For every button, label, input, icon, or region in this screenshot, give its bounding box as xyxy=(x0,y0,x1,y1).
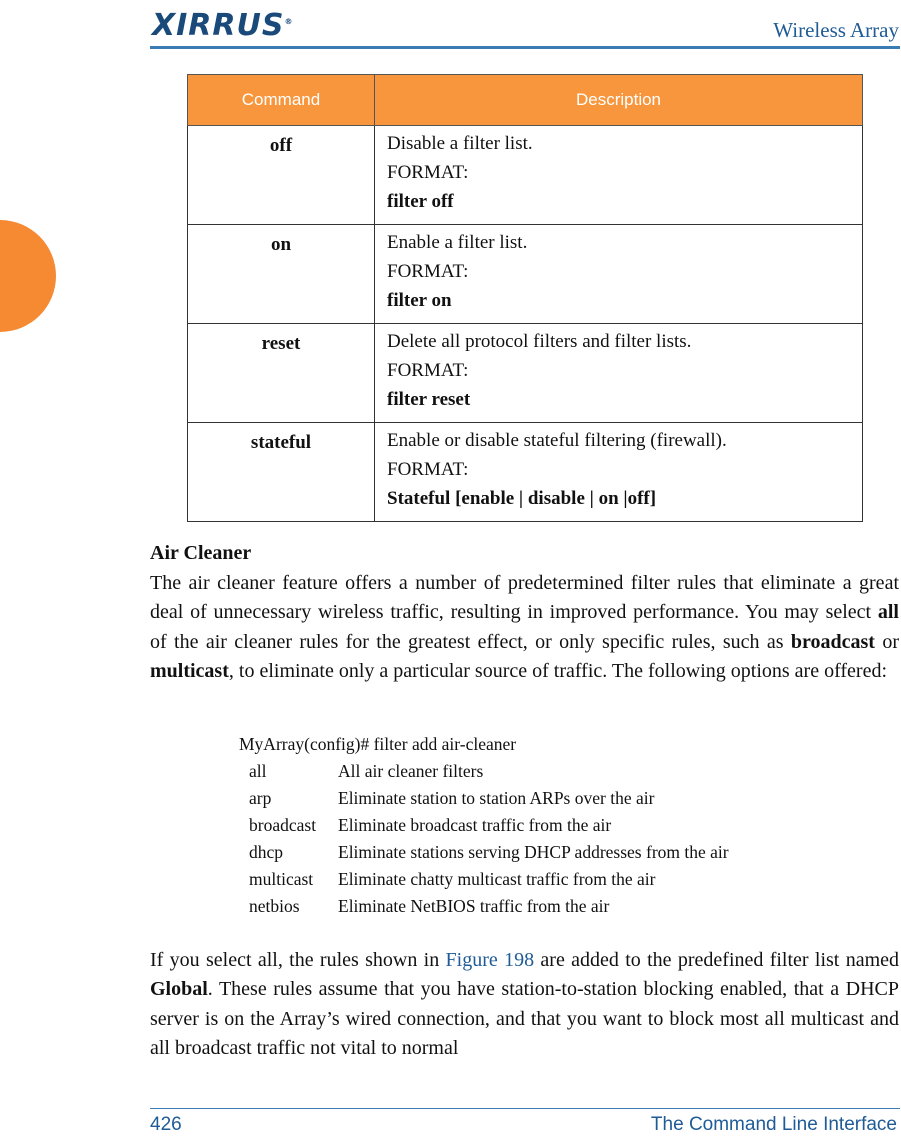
description-text: Disable a filter list. xyxy=(387,133,533,154)
command-cell: stateful xyxy=(188,423,375,522)
description-cell xyxy=(375,423,863,522)
format-syntax: Stateful [enable | disable | on |off] xyxy=(387,488,657,509)
option-key: dhcp xyxy=(249,842,284,862)
option-desc: Eliminate stations serving DHCP addresses from the air xyxy=(338,842,729,862)
code-prompt: MyArray(config)# filter add air-cleaner xyxy=(239,734,517,754)
header-rule xyxy=(150,46,900,49)
column-header-command: Command xyxy=(188,75,375,126)
option-row xyxy=(239,758,729,785)
command-cell: off xyxy=(188,126,375,225)
description-text: Enable or disable stateful filtering (firewall). xyxy=(387,430,727,451)
option-desc: Eliminate broadcast traffic from the air xyxy=(338,815,612,835)
option-desc: Eliminate chatty multicast traffic from the air xyxy=(338,869,656,889)
xirrus-logo: XIRRUS® xyxy=(152,8,294,43)
option-row xyxy=(239,785,729,812)
format-label: FORMAT: xyxy=(387,360,469,381)
table-row xyxy=(188,324,863,423)
option-row xyxy=(239,812,729,839)
option-key: broadcast xyxy=(249,815,317,835)
command-cell: reset xyxy=(188,324,375,423)
option-row xyxy=(239,893,729,920)
body-paragraph: If you select all, the rules shown in Figure 198 are added to the predefined filter list named Global. These rules assume that you have station-to-station blocking enabled, that a DHCP server is on the Array’s wired connection, and that you want to block most all multicast and all broadcast traffic not vital to normal xyxy=(150,949,900,1060)
figure-link[interactable]: Figure 198 xyxy=(445,949,535,971)
code-example xyxy=(239,731,729,920)
option-row xyxy=(239,839,729,866)
format-label: FORMAT: xyxy=(387,261,469,282)
format-label: FORMAT: xyxy=(387,162,469,183)
table-header-row xyxy=(188,75,863,126)
chapter-title: The Command Line Interface xyxy=(650,1114,897,1135)
format-syntax: filter reset xyxy=(387,389,471,410)
option-desc: Eliminate station to station ARPs over the air xyxy=(338,788,655,808)
command-cell: on xyxy=(188,225,375,324)
command-table xyxy=(187,74,863,522)
option-desc: Eliminate NetBIOS traffic from the air xyxy=(338,896,610,916)
description-cell xyxy=(375,225,863,324)
page-number: 426 xyxy=(150,1114,182,1135)
format-label: FORMAT: xyxy=(387,459,469,480)
description-text: Enable a filter list. xyxy=(387,232,528,253)
table-row xyxy=(188,423,863,522)
column-header-description: Description xyxy=(375,75,863,126)
footer-rule xyxy=(150,1108,900,1109)
description-cell xyxy=(375,126,863,225)
running-title: Wireless Array xyxy=(773,18,899,42)
format-syntax: filter off xyxy=(387,191,454,212)
table-row xyxy=(188,126,863,225)
option-key: netbios xyxy=(249,896,300,916)
chapter-tab-marker xyxy=(0,220,56,332)
description-text: Delete all protocol filters and filter lists. xyxy=(387,331,692,352)
option-desc: All air cleaner filters xyxy=(338,761,484,781)
description-cell xyxy=(375,324,863,423)
table-row xyxy=(188,225,863,324)
section-heading: Air Cleaner xyxy=(150,542,252,564)
option-row xyxy=(239,866,729,893)
body-paragraph: The air cleaner feature offers a number of predetermined filter rules that eliminate a great deal of unnecessary wireless traffic, resulting in improved performance. You may select all of the air cleaner rules for the greatest effect, or only specific rules, such as broadcast or multicast, to eliminate only a particular source of traffic. The following options are offered: xyxy=(150,572,899,683)
option-key: arp xyxy=(249,788,272,808)
format-syntax: filter on xyxy=(387,290,452,311)
option-key: multicast xyxy=(249,869,314,889)
option-key: all xyxy=(249,761,267,781)
